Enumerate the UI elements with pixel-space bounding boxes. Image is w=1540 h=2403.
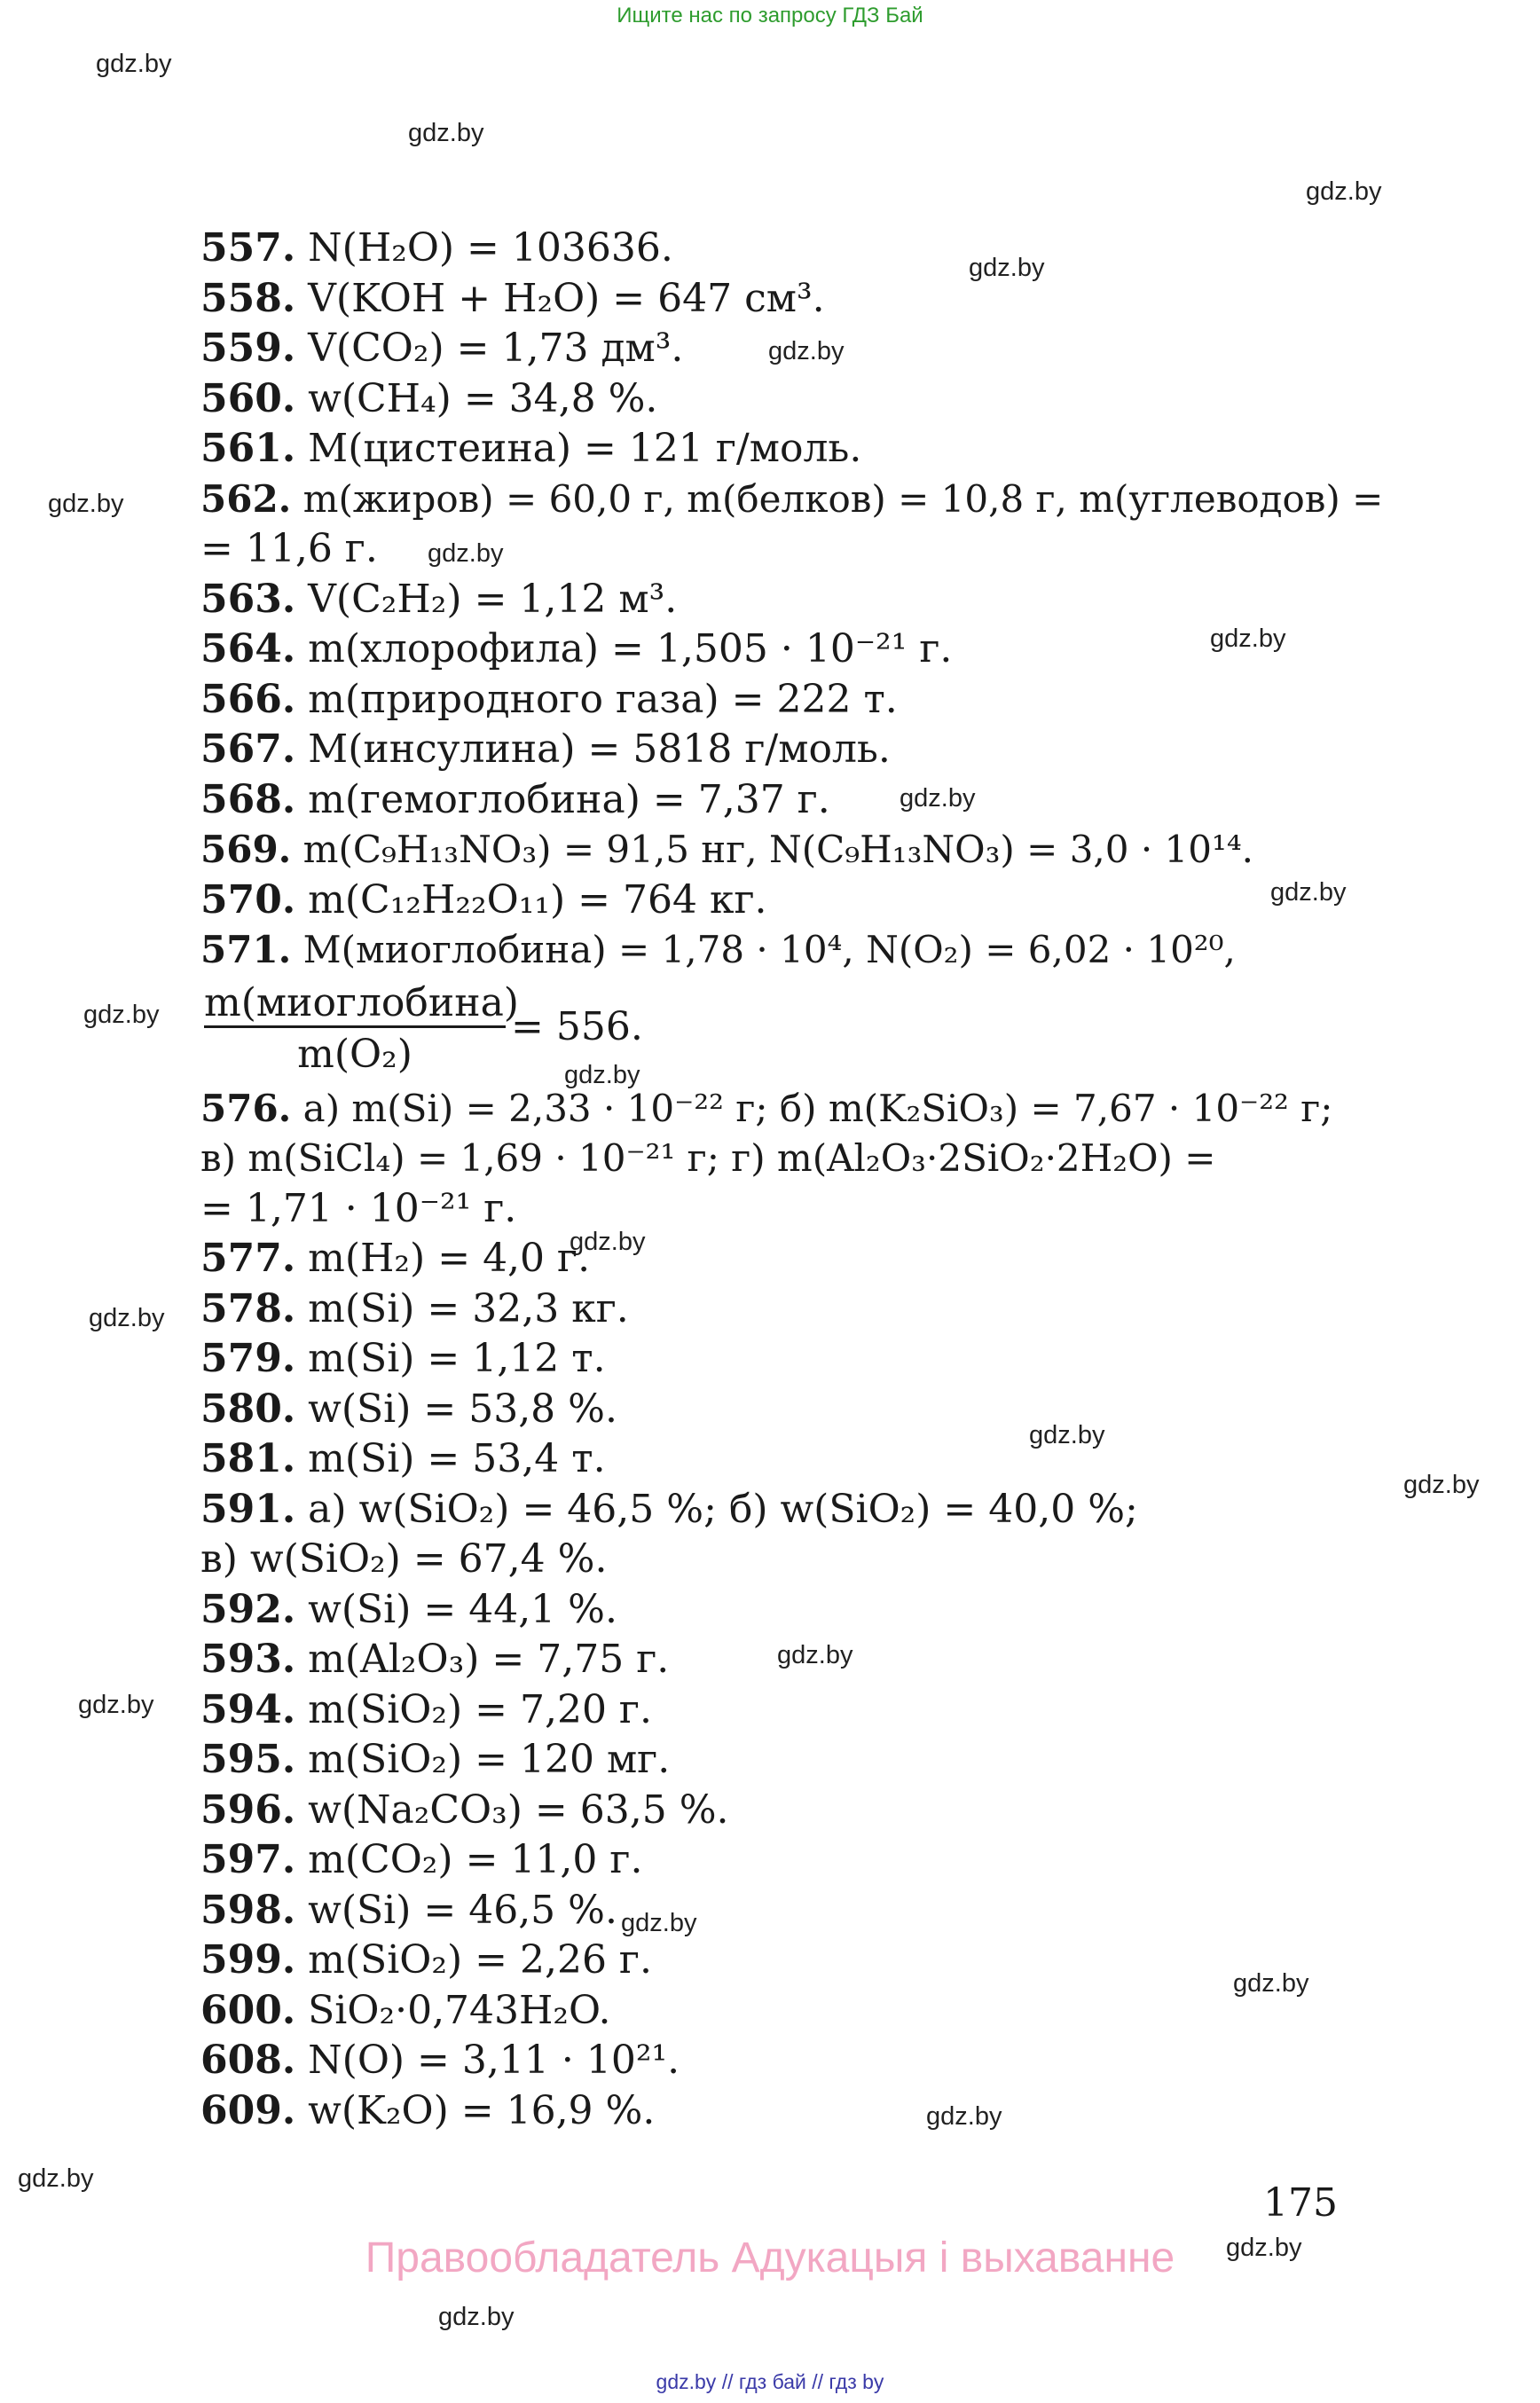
watermark: gdz.by [83,1001,160,1029]
watermark: gdz.by [438,2303,515,2331]
answer-line: 594. m(SiO₂) = 7,20 г. [200,1686,652,1732]
watermark: gdz.by [78,1691,154,1719]
answer-line: 596. w(Na₂CO₃) = 63,5 %. [200,1787,729,1833]
answer-line: 581. m(Si) = 53,4 т. [200,1436,606,1481]
answer-line: 569. m(C₉H₁₃NO₃) = 91,5 нг, N(C₉H₁₃NO₃) = 3,0 · 10¹⁴. [200,828,1254,871]
answer-line: 599. m(SiO₂) = 2,26 г. [200,1937,652,1983]
problem-number: 596. [200,1787,296,1833]
answer-line: 593. m(Al₂O₃) = 7,75 г. [200,1637,670,1682]
problem-number: 600. [200,1987,296,2033]
top-banner[interactable]: Ищите нас по запросу ГДЗ Бай [617,4,923,27]
answer-line: 578. m(Si) = 32,3 кг. [200,1285,629,1331]
watermark: gdz.by [621,1909,697,1937]
problem-number: 560. [200,375,296,421]
problem-number: 562. [200,476,292,521]
answer-list [200,224,1384,2136]
problem-number: 594. [200,1686,296,1732]
watermark: gdz.by [570,1228,646,1256]
problem-number: 561. [200,426,296,471]
answer-line: 571. M(миоглобина) = 1,78 · 10⁴, N(O₂) = 6,02 · 10²⁰, [200,928,1236,971]
problem-number: 592. [200,1586,296,1632]
answer-line: 568. m(гемоглобина) = 7,37 г. [200,776,830,822]
fraction-numerator: m(миоглобина) [204,976,506,1028]
answer-line: 595. m(SiO₂) = 120 мг. [200,1737,671,1782]
problem-number: 598. [200,1887,296,1933]
problem-number: 579. [200,1336,296,1381]
problem-number: 563. [200,576,296,622]
answer-line: в) w(SiO₂) = 67,4 %. [200,1536,608,1582]
bottom-links[interactable]: gdz.by // гдз бай // гдз by [656,2370,884,2393]
problem-number: 581. [200,1436,296,1481]
problem-number: 609. [200,2087,296,2133]
answer-line: 560. w(CH₄) = 34,8 %. [200,375,658,421]
copyright-footer: Правообладатель Адукацыя і выхаванне [365,2234,1175,2281]
problem-number: 566. [200,676,296,722]
watermark: gdz.by [428,539,504,568]
answer-line: 567. M(инсулина) = 5818 г/моль. [200,726,891,772]
watermark: gdz.by [1029,1421,1105,1449]
problem-number: 577. [200,1236,296,1281]
problem-number: 558. [200,275,296,321]
answer-line: в) m(SiCl₄) = 1,69 · 10⁻²¹ г; г) m(Al₂O₃·2SiO₂·2H₂O) = [200,1136,1216,1180]
answer-line: 576. а) m(Si) = 2,33 · 10⁻²² г; б) m(K₂SiO₃) = 7,67 · 10⁻²² г; [200,1086,1333,1130]
problem-number: 571. [200,928,292,971]
watermark: gdz.by [1270,878,1347,907]
watermark: gdz.by [96,50,172,78]
answer-line: 577. m(H₂) = 4,0 г. [200,1236,591,1281]
answer-line: 598. w(Si) = 46,5 %. [200,1887,617,1933]
problem-number: 559. [200,326,296,371]
answer-line: 609. w(K₂O) = 16,9 %. [200,2087,656,2133]
answer-line: 570. m(C₁₂H₂₂O₁₁) = 764 кг. [200,876,767,923]
answer-line: 558. V(KOH + H₂O) = 647 см³. [200,275,825,321]
answer-line: 557. N(H₂O) = 103636. [200,225,673,271]
answer-line: 592. w(Si) = 44,1 %. [200,1586,617,1632]
answer-line: 597. m(CO₂) = 11,0 г. [200,1837,643,1882]
watermark: gdz.by [408,119,484,147]
problem-number: 593. [200,1637,296,1682]
fraction-denominator: m(O₂) [297,1031,412,1077]
problem-number: 568. [200,776,296,822]
problem-number: 569. [200,828,292,871]
watermark: gdz.by [48,490,124,518]
watermark: gdz.by [1210,624,1286,653]
problem-number: 597. [200,1837,296,1882]
problem-number: 576. [200,1086,292,1130]
answer-line: = 1,71 · 10⁻²¹ г. [200,1185,517,1231]
answer-line: 600. SiO₂·0,743H₂O. [200,1987,611,2033]
watermark: gdz.by [18,2164,94,2193]
answer-line: 591. а) w(SiO₂) = 46,5 %; б) w(SiO₂) = 40,0 %; [200,1486,1138,1532]
watermark: gdz.by [1233,1969,1309,1998]
answer-line: 559. V(CO₂) = 1,73 дм³. [200,326,684,371]
watermark: gdz.by [564,1061,640,1089]
watermark: gdz.by [1403,1471,1480,1499]
problem-number: 570. [200,876,296,923]
watermark: gdz.by [768,337,845,365]
page-number: 175 [1263,2180,1338,2226]
answer-line: 566. m(природного газа) = 222 т. [200,676,898,722]
problem-number: 599. [200,1937,296,1983]
problem-number: 595. [200,1737,296,1782]
problem-number: 608. [200,2038,296,2083]
watermark: gdz.by [1226,2234,1302,2262]
problem-number: 580. [200,1386,296,1432]
answer-line: 561. M(цистеина) = 121 г/моль. [200,426,862,471]
fraction-result: = 556. [511,1003,643,1049]
watermark: gdz.by [1306,177,1382,206]
watermark: gdz.by [900,784,976,813]
answer-line: 564. m(хлорофила) = 1,505 · 10⁻²¹ г. [200,626,953,671]
problem-number: 578. [200,1285,296,1331]
answer-line: 580. w(Si) = 53,8 %. [200,1386,617,1432]
watermark: gdz.by [926,2102,1002,2131]
problem-number: 567. [200,726,296,772]
watermark: gdz.by [777,1641,853,1669]
answer-line: = 11,6 г. [200,526,378,571]
watermark: gdz.by [89,1304,165,1332]
fraction-line [200,976,1354,1084]
answer-line: 608. N(O) = 3,11 · 10²¹. [200,2038,680,2083]
answer-line: 579. m(Si) = 1,12 т. [200,1336,606,1381]
problem-number: 591. [200,1486,296,1532]
problem-number: 564. [200,626,296,671]
fraction [204,976,519,1080]
answer-line: 562. m(жиров) = 60,0 г, m(белков) = 10,8 г, m(углеводов) = [200,476,1384,521]
answer-line: 563. V(C₂H₂) = 1,12 м³. [200,576,678,622]
problem-number: 557. [200,225,296,271]
watermark: gdz.by [969,254,1045,282]
